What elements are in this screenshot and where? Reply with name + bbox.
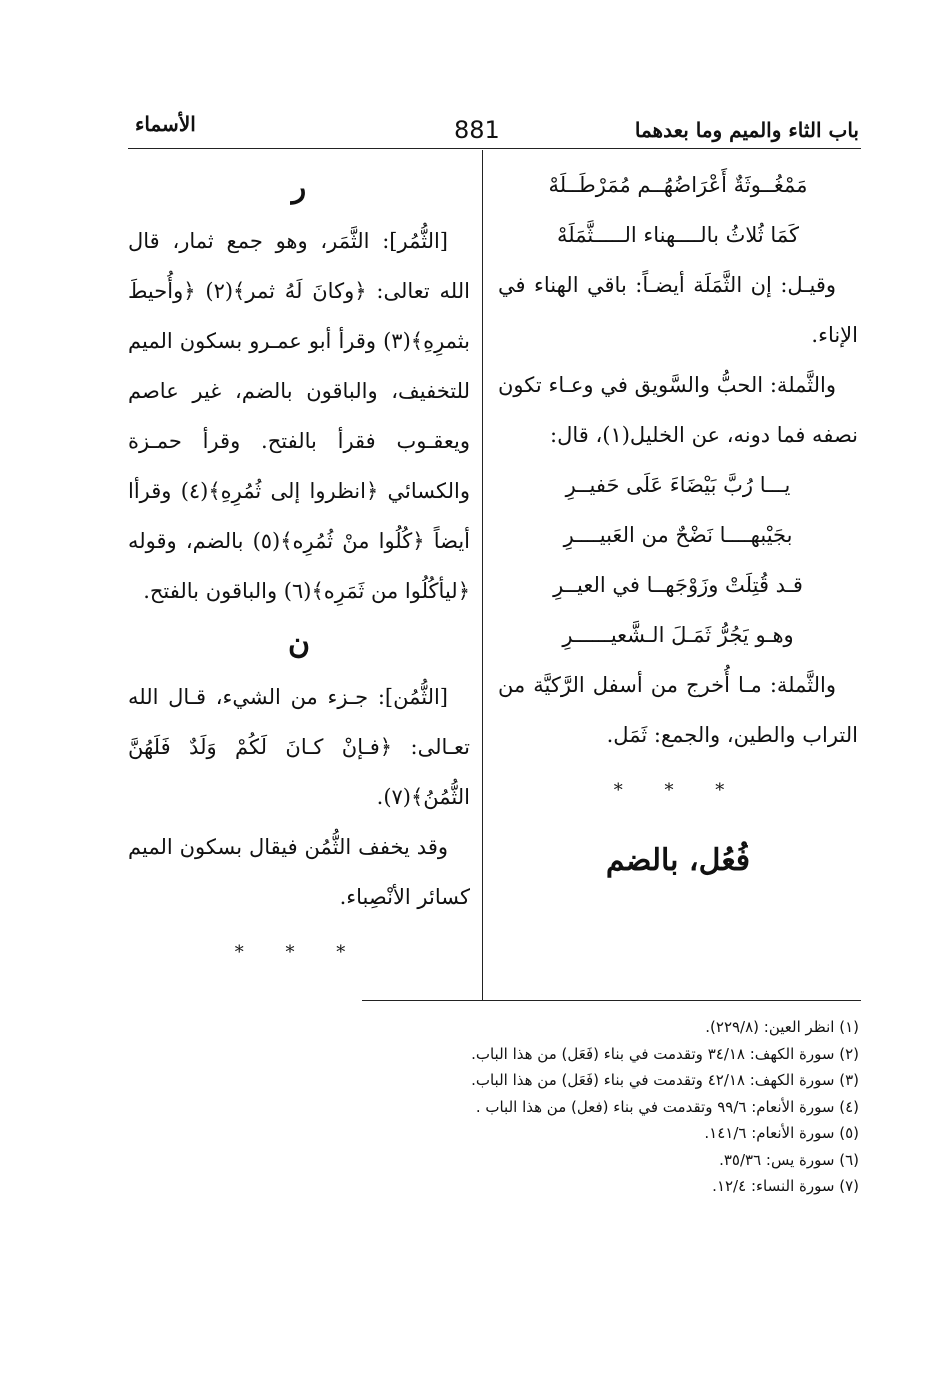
paragraph: [الثُّمُن]: جـزء من الشيء، قـال الله تعـالى: ﴿فـإنْ كـانَ لَكُمْ وَلَدٌ فَلَهُنَّ الثُّمُنُ﴾(٧). [128,685,470,809]
paragraph: [الثُّمُر]: الثَّمَر، وهو جمع ثمار، قال الله تعالى: ﴿وكانَ لَهُ ثمر﴾(٢) ﴿وأُحيطَ بثمرِهِ﴾(٣) وقرأ أبو عمـرو بسكون الميم للتخفيف، والباقون بالضم، غير عاصم ويعقـوب فقرأ بالفتح. وقرأ حمـزة والكسائي ﴿انظروا إلى ثُمُرِهِ﴾(٤) وقرأا أيضاً ﴿كُلُوا منْ ثُمُرِه﴾(٥) بالضم، وقوله ﴿ليأكُلُوا من ثَمَرِه﴾(٦) والباقون بالفتح. [128,229,470,603]
verse-line: مَمْغُــوثَةٌ أَعْرَاضُهُــم مُمَرْطَــلَهْ [548,173,808,197]
left-column [128,160,470,984]
column-divider [482,150,483,1000]
page-number: 881 [454,116,500,144]
paragraph: والثَّملة: الحبُّ والسَّويق في وعـاء تكون نصفه فما دونه، عن الخليل(١)، قال: [498,373,858,447]
verse-line: بجَيْبهــــا نَضْحٌ من العَبيــــرِ [563,523,793,547]
letter-heading-nun: ن [287,626,311,661]
section-heading: فُعُل، بالضم [605,843,751,878]
footnote: (٥) سورة الأنعام: ١٤١/٦. [704,1124,859,1142]
section-separator: * * * [613,780,743,801]
paragraph: وقد يخفف الثُّمُن فيقال بسكون الميم كسائر الأنْصِباء. [128,835,470,909]
right-column [498,160,858,886]
header-rule [128,148,861,149]
footnote: (٦) سورة يس: ٣٥/٣٦. [719,1150,859,1169]
footnotes [359,1014,859,1200]
paragraph: والثَّملة: مـا أُخرج من أسفل الرَّكيَّة من التراب والطين، والجمع: ثَمَل. [498,673,858,747]
footnote: (٧) سورة النساء: ١٢/٤. [712,1177,859,1195]
section-separator: * * * [234,942,364,963]
verse-line: وهـو يَجُرُّ ثَمَـلَ الـشَّعيــــــرِ [562,623,794,647]
verse-line: يـــا رُبَّ بَيْضَاءَ عَلَى حَفيــرِ [565,473,791,497]
verse-line: قـد قُتِلَتْ وزَوْجَهــا في العيــرِ [553,573,803,597]
letter-heading-ra: ر [291,170,307,205]
footnote: (٢) سورة الكهف: ٣٤/١٨ وتقدمت في بناء (فَعَل) من هذا الباب. [471,1044,859,1063]
footnote-rule [362,1000,861,1001]
chapter-title: باب الثاء والميم وما بعدهما [634,118,859,142]
footnote: (٤) سورة الأنعام: ٩٩/٦ وتقدمت في بناء (فعل) من هذا الباب . [475,1097,859,1116]
section-title: الأسماء [135,112,196,136]
verse-line: كَمَا ثُلاثُ بالــــهناء الـــــثَّمَلَهْ [557,223,799,247]
paragraph: وقيـل: إن الثَّمَلَة أيضـاً: باقي الهناء في الإناء. [498,273,858,347]
footnote: (٣) سورة الكهف: ٤٢/١٨ وتقدمت في بناء (فَعَل) من هذا الباب. [471,1071,859,1089]
footnote: (١) انظر العين: (٢٢٩/٨). [705,1018,859,1036]
